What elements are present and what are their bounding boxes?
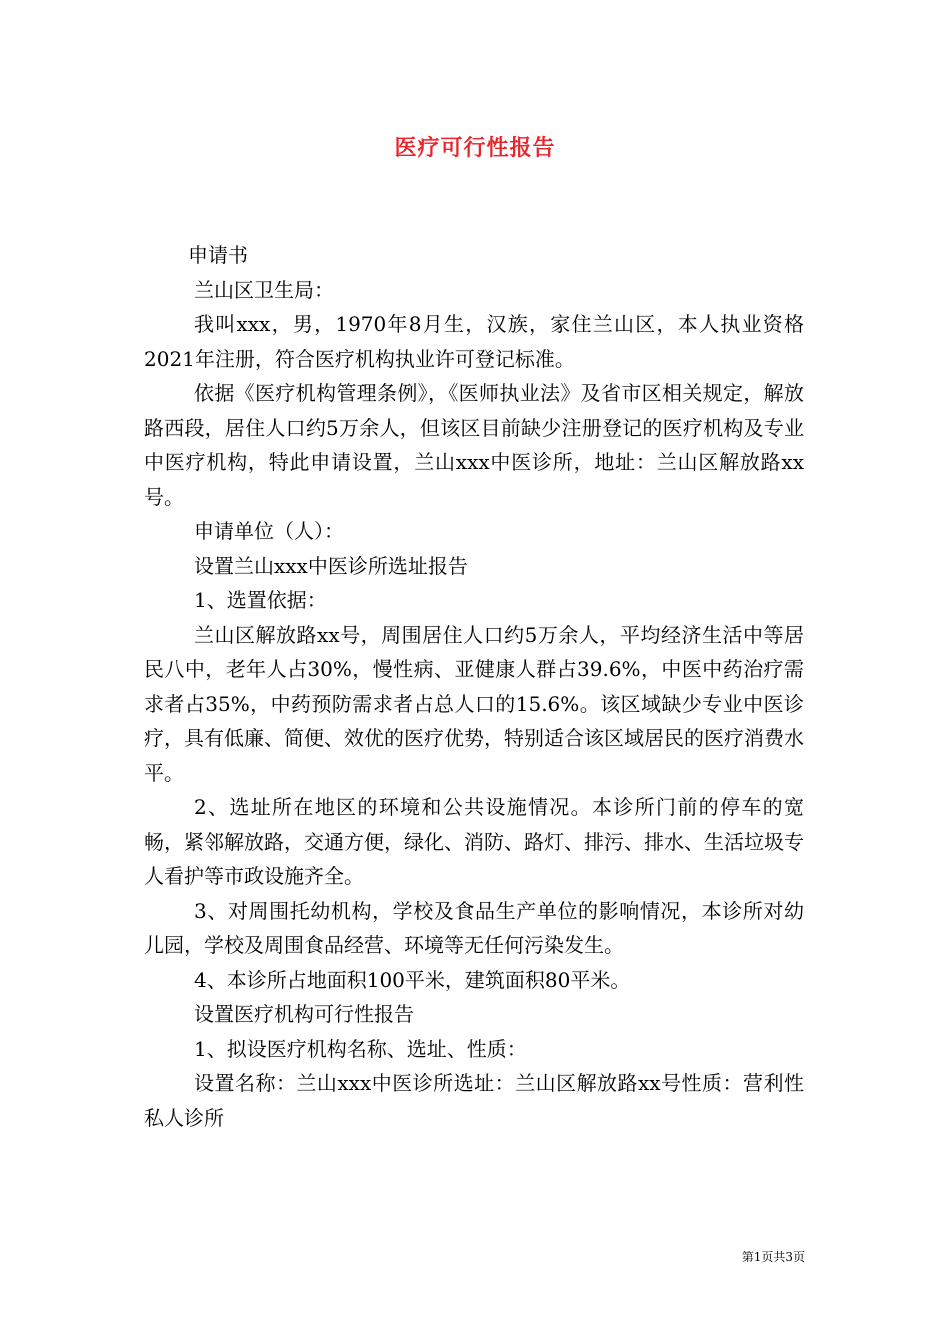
paragraph-applicant: 申请单位（人）： — [194, 519, 344, 543]
paragraph-section-1-body: 兰山区解放路xx号，周围居住人口约5万余人，平均经济生活中等居民八中，老年人占30%，慢性病、亚健康人群占39.6%，中医中药治疗需求者占35%，中药预防需求者占总人口的15.6%。该区域缺少专业中医诊疗，具有低廉、简便、效优的医疗优势，特别适合该区域居民的医疗消费水平。 — [144, 622, 804, 785]
paragraph-section-3: 3、对周围托幼机构，学校及食品生产单位的影响情况，本诊所对幼儿园，学校及周围食品经营、环境等无任何污染发生。 — [144, 898, 804, 957]
document-title: 医疗可行性报告 — [394, 135, 556, 161]
paragraph-section-1-heading: 1、选置依据： — [194, 588, 327, 612]
paragraph-section-2: 2、选址所在地区的环境和公共设施情况。本诊所门前的停车的宽畅，紧邻解放路，交通方便，绿化、消防、路灯、排污、排水、生活垃圾专人看护等市政设施齐全。 — [144, 795, 804, 888]
paragraph-addressee: 兰山区卫生局： — [194, 277, 334, 302]
paragraph-basis: 依据《医疗机构管理条例》，《医师执业法》及省市区相关规定，解放路西段，居住人口约5万余人，但该区目前缺少注册登记的医疗机构及专业中医疗机构，特此申请设置，兰山xxx中医诊所，地址：兰山区解放路xx号。 — [144, 381, 804, 509]
document-body — [144, 238, 804, 1135]
paragraph-feasibility-1-heading: 1、拟设医疗机构名称、选址、性质： — [194, 1036, 527, 1061]
page-number-footer: 第1页共3页 — [741, 1250, 805, 1264]
paragraph-application-heading: 申请书 — [188, 243, 248, 267]
paragraph-section-4: 4、本诊所占地面积100平米，建筑面积80平米。 — [194, 967, 631, 992]
paragraph-self-intro: 我叫xxx，男，1970年8月生，汉族，家住兰山区，本人执业资格2021年注册，符合医疗机构执业许可登记标准。 — [144, 312, 804, 371]
paragraph-feasibility-heading: 设置医疗机构可行性报告 — [194, 1002, 414, 1026]
paragraph-feasibility-1-body: 设置名称：兰山xxx中医诊所选址：兰山区解放路xx号性质：营利性私人诊所 — [144, 1071, 804, 1130]
paragraph-site-report-heading: 设置兰山xxx中医诊所选址报告 — [194, 553, 468, 578]
